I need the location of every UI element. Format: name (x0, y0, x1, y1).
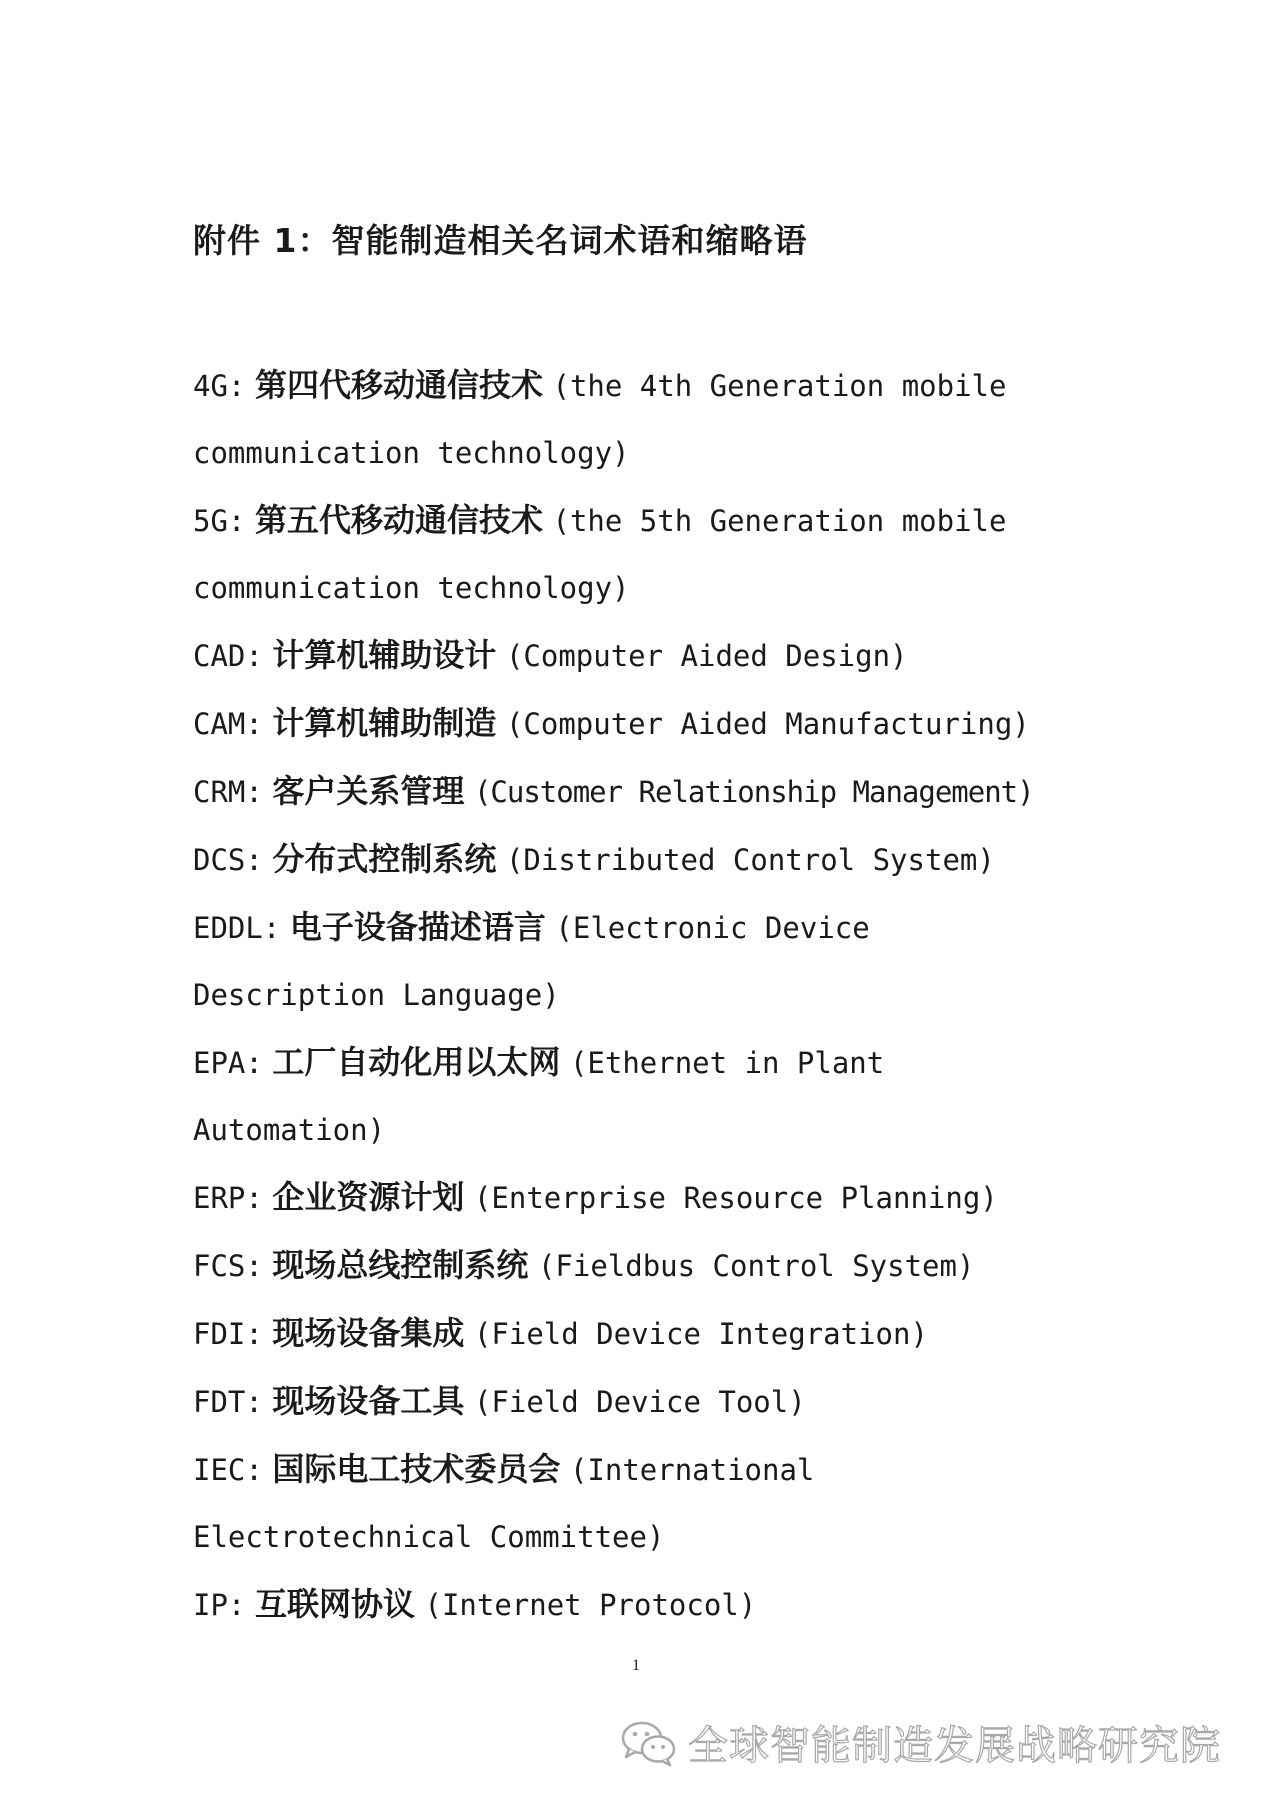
entry-line (193, 1164, 1093, 1232)
entry-line (193, 1232, 1093, 1300)
entry-english-term: (Electronic Device (555, 911, 870, 945)
glossary-entry (193, 1300, 1093, 1368)
entry-english-term: (Field Device Tool) (473, 1385, 806, 1419)
entry-abbreviation: CAD: (193, 639, 263, 673)
entry-line (193, 1436, 1093, 1504)
glossary-entry (193, 622, 1093, 690)
glossary-entry (193, 1368, 1093, 1436)
entry-abbreviation: FDT: (193, 1385, 263, 1419)
wechat-icon (620, 1719, 678, 1767)
glossary-entry (193, 1232, 1093, 1300)
entry-chinese-term: 电子设备描述语言 (289, 908, 546, 946)
entry-chinese-term: 客户关系管理 (272, 772, 465, 810)
glossary-entry (193, 1164, 1093, 1232)
entry-line (193, 894, 1093, 962)
entry-english-term: (Customer Relationship Management) (473, 775, 1034, 809)
entry-abbreviation: DCS: (193, 843, 263, 877)
entry-line (193, 1368, 1093, 1436)
entry-english-term: (Ethernet in Plant (569, 1046, 885, 1080)
entry-line (193, 1029, 1093, 1097)
entry-chinese-term: 第四代移动通信技术 (254, 366, 543, 404)
glossary-entry (193, 1571, 1093, 1639)
entry-abbreviation: IP: (193, 1588, 246, 1622)
glossary-entry (193, 894, 1093, 1029)
entry-chinese-term: 互联网协议 (254, 1585, 415, 1623)
entry-english-term: (Distributed Control System) (505, 843, 995, 877)
entry-abbreviation: IEC: (193, 1453, 263, 1487)
glossary-entry (193, 758, 1093, 826)
watermark (620, 1714, 1221, 1771)
glossary-entry (193, 1029, 1093, 1164)
entry-english-continuation: communication technology) (193, 436, 630, 470)
entry-english-term: (Computer Aided Manufacturing) (505, 707, 1030, 741)
glossary-entry (193, 1436, 1093, 1571)
entry-abbreviation: ERP: (193, 1181, 263, 1215)
entry-chinese-term: 现场总线控制系统 (272, 1246, 529, 1284)
document-title: 附件 1：智能制造相关名词术语和缩略语 (193, 221, 808, 260)
entry-english-term: (International (569, 1453, 815, 1487)
entry-chinese-term: 第五代移动通信技术 (254, 501, 543, 539)
entry-english-term: (the 4th Generation mobile (552, 369, 1007, 403)
entry-line (193, 758, 1093, 826)
page-number: 1 (632, 1657, 640, 1674)
entry-english-term: (Field Device Integration) (473, 1317, 928, 1351)
entry-chinese-term: 工厂自动化用以太网 (272, 1043, 561, 1081)
entry-line (193, 826, 1093, 894)
entry-line (193, 690, 1093, 758)
watermark-text: 全球智能制造发展战略研究院 (688, 1723, 1221, 1769)
entry-english-term: (Enterprise Resource Planning) (473, 1181, 998, 1215)
entry-chinese-term: 分布式控制系统 (272, 840, 497, 878)
entry-english-continuation: Automation) (193, 1113, 386, 1147)
entry-line (193, 1571, 1093, 1639)
entry-english-term: (the 5th Generation mobile (552, 504, 1007, 538)
entry-english-term: (Internet Protocol) (424, 1588, 757, 1622)
entry-chinese-term: 企业资源计划 (272, 1178, 465, 1216)
entry-chinese-term: 国际电工技术委员会 (272, 1450, 561, 1488)
entry-abbreviation: 5G: (193, 504, 246, 538)
entry-chinese-term: 现场设备集成 (272, 1314, 465, 1352)
entry-english-term: (Fieldbus Control System) (537, 1249, 975, 1283)
glossary-entry (193, 690, 1093, 758)
glossary-entry (193, 352, 1093, 487)
entry-chinese-term: 计算机辅助制造 (272, 704, 497, 742)
entry-english-continuation: Electrotechnical Committee) (193, 1520, 665, 1554)
glossary-list (193, 352, 1093, 1639)
entry-abbreviation: FDI: (193, 1317, 263, 1351)
entry-english-continuation: Description Language) (193, 978, 560, 1012)
glossary-entry (193, 826, 1093, 894)
entry-chinese-term: 现场设备工具 (272, 1382, 465, 1420)
glossary-entry (193, 487, 1093, 622)
entry-line (193, 1300, 1093, 1368)
entry-abbreviation: CRM: (193, 775, 263, 809)
entry-line (193, 487, 1093, 555)
entry-abbreviation: 4G: (193, 369, 246, 403)
entry-chinese-term: 计算机辅助设计 (272, 636, 497, 674)
entry-abbreviation: CAM: (193, 707, 263, 741)
entry-abbreviation: EPA: (193, 1046, 263, 1080)
entry-line (193, 352, 1093, 420)
entry-line (193, 622, 1093, 690)
entry-english-term: (Computer Aided Design) (505, 639, 908, 673)
entry-abbreviation: FCS: (193, 1249, 263, 1283)
entry-abbreviation: EDDL: (193, 911, 281, 945)
entry-english-continuation: communication technology) (193, 571, 630, 605)
